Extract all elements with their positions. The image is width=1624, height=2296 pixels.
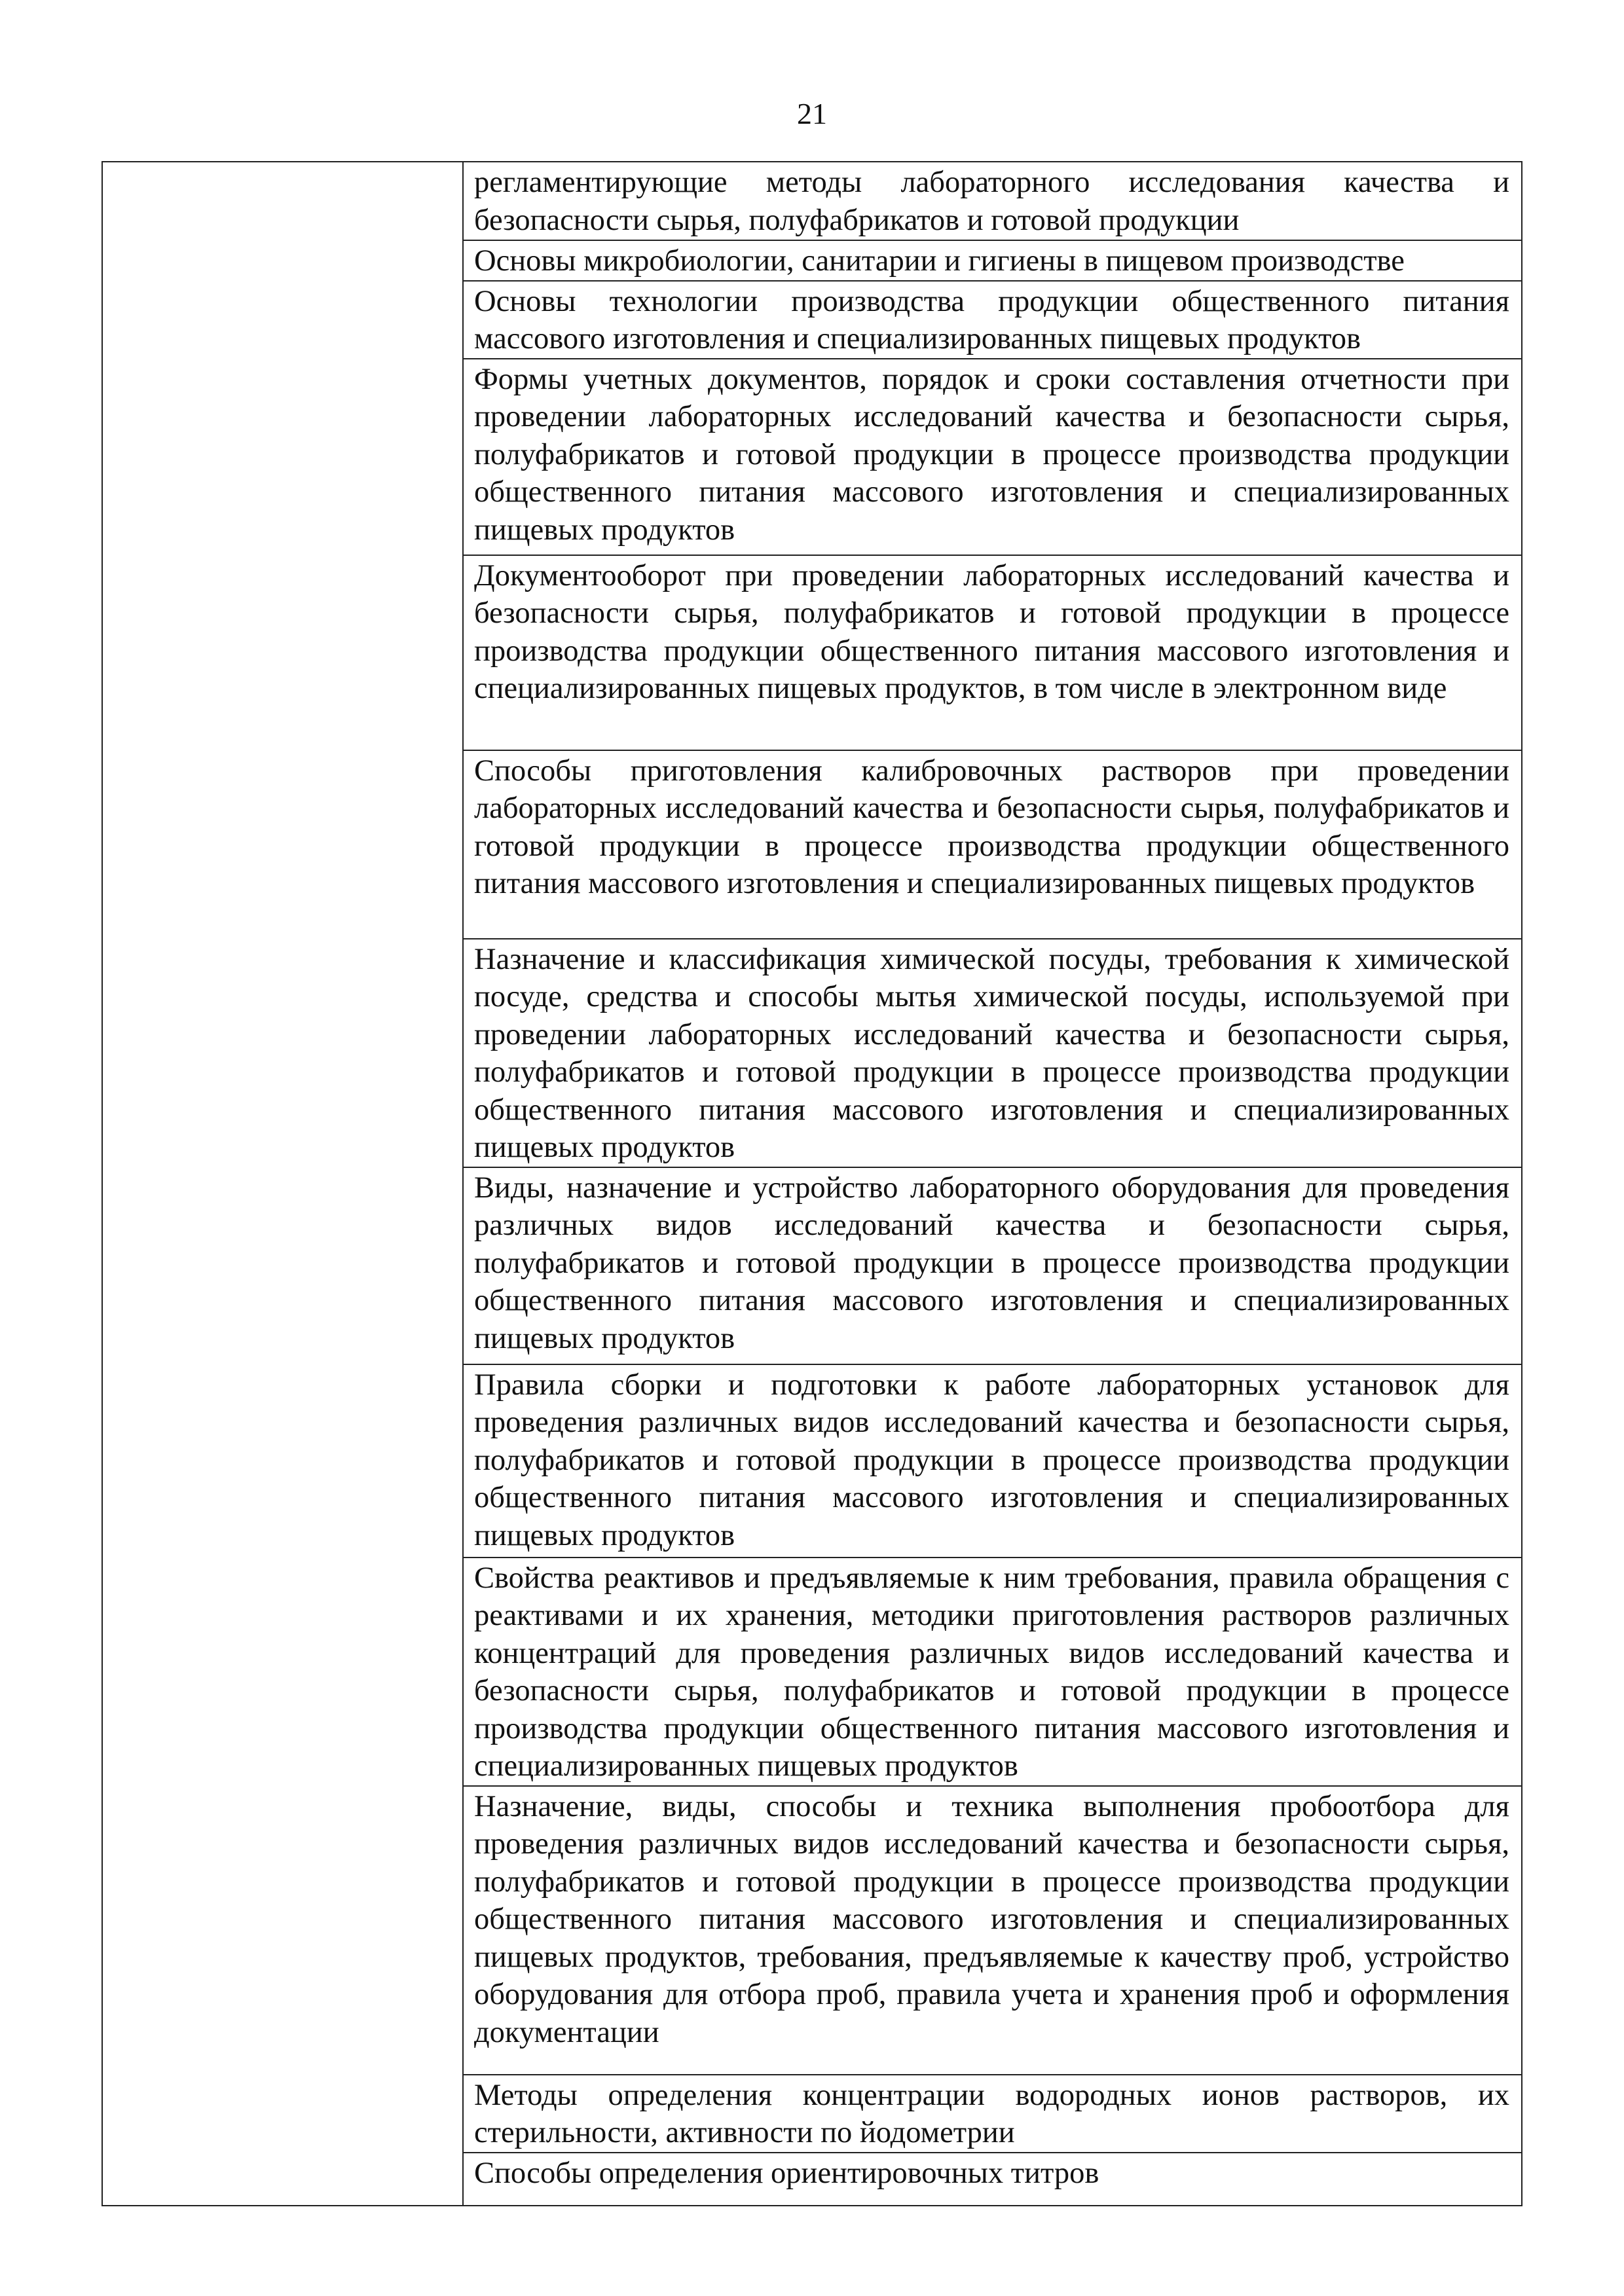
page-number: 21: [797, 97, 827, 130]
left-column-cell: [102, 162, 463, 2206]
table-cell: [463, 939, 1522, 1167]
requirements-table: [101, 161, 1522, 2206]
table-cell: [463, 240, 1522, 281]
cell-text: Основы технологии производства продукции общественного питания массового изготовления и специализированных пищевых продуктов: [474, 284, 1509, 355]
table-cell: [463, 750, 1522, 939]
table-cell: [463, 2075, 1522, 2153]
cell-text: регламентирующие методы лабораторного исследования качества и безопасности сырья, полуфабрикатов и готовой продукции: [474, 166, 1509, 237]
table-cell: [463, 162, 1522, 240]
cell-text: Основы микробиологии, санитарии и гигиены в пищевом производстве: [474, 244, 1405, 278]
table-cell: [463, 1558, 1522, 1786]
table-cell: [463, 359, 1522, 555]
table-cell: [463, 1364, 1522, 1558]
cell-text: Виды, назначение и устройство лабораторного оборудования для проведения различных видов исследований качества и безопасности сырья, полуфабрикатов и готовой продукции в процессе производства продукции общественного питания массового изготовления и специализированных пищевых продуктов: [474, 1171, 1509, 1355]
cell-text: Способы определения ориентировочных титров: [474, 2156, 1099, 2190]
table-row: [102, 162, 1522, 240]
cell-text: Формы учетных документов, порядок и сроки составления отчетности при проведении лабораторных исследований качества и безопасности сырья, полуфабрикатов и готовой продукции в процессе производства продукции общественного питания массового изготовления и специализированных пищевых продуктов: [474, 362, 1509, 547]
table-cell: [463, 281, 1522, 359]
table-cell: [463, 1786, 1522, 2075]
cell-text: Назначение и классификация химической посуды, требования к химической посуде, средства и способы мытья химической посуды, используемой при проведении лабораторных исследований качества и безопасности сырья, полуфабрикатов и готовой продукции в процессе производства продукции общественного питания массового изготовления и специализированных пищевых продуктов: [474, 942, 1509, 1164]
table-cell: [463, 555, 1522, 750]
cell-text: Способы приготовления калибровочных растворов при проведении лабораторных исследований качества и безопасности сырья, полуфабрикатов и готовой продукции в процессе производства продукции общественного питания массового изготовления и специализированных пищевых продуктов: [474, 754, 1509, 900]
cell-text: Назначение, виды, способы и техника выполнения пробоотбора для проведения различных видов исследований качества и безопасности сырья, полуфабрикатов и готовой продукции в процессе производства продукции общественного питания массового изготовления и специализированных пищевых продуктов, требования, предъявляемые к качеству проб, устройство оборудования для отбора проб, правила учета и хранения проб и оформления документации: [474, 1789, 1509, 2049]
cell-text: Документооборот при проведении лабораторных исследований качества и безопасности сырья, полуфабрикатов и готовой продукции в процессе производства продукции общественного питания массового изготовления и специализированных пищевых продуктов, в том числе в электронном виде: [474, 558, 1509, 705]
cell-text: Свойства реактивов и предъявляемые к ним требования, правила обращения с реактивами и их хранения, методики приготовления растворов различных концентраций для проведения различных видов исследований качества и безопасности сырья, полуфабрикатов и готовой продукции в процессе производства продукции общественного питания массового изготовления и специализированных пищевых продуктов: [474, 1561, 1509, 1783]
cell-text: Правила сборки и подготовки к работе лабораторных установок для проведения различных видов исследований качества и безопасности сырья, полуфабрикатов и готовой продукции в процессе производства продукции общественного питания массового изготовления и специализированных пищевых продуктов: [474, 1368, 1509, 1552]
table-cell: [463, 2153, 1522, 2206]
cell-text: Методы определения концентрации водородных ионов растворов, их стерильности, активности по йодометрии: [474, 2078, 1509, 2149]
table-cell: [463, 1167, 1522, 1364]
